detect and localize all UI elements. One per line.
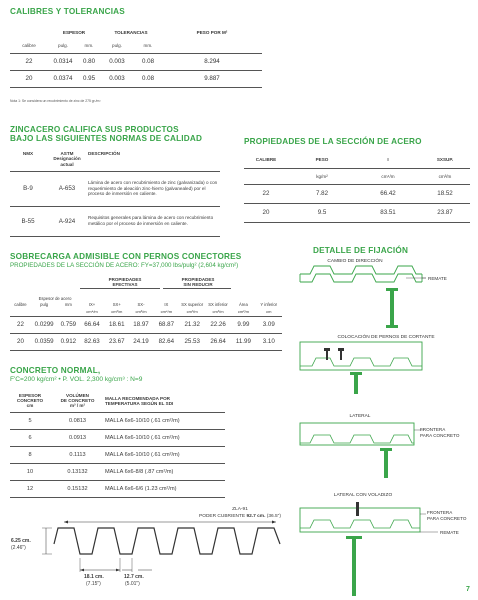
sobrecarga-cell: 24.19 <box>129 333 153 350</box>
peso-cell: 8.294 <box>162 53 262 70</box>
sobrecarga-unit: cm⁴/m <box>79 307 104 316</box>
unit-calibre: calibre <box>10 39 48 53</box>
concreto-cell: 0.13132 <box>50 463 105 480</box>
perfil-height: 6.25 cm. <box>11 538 31 544</box>
tol-pulg-cell: 0.003 <box>100 53 134 70</box>
concreto-volumen-header: VOLÚMEN DE CONCRETO m³ / m² <box>50 390 105 412</box>
sobrecarga-cell: 0.759 <box>57 316 79 333</box>
unit-mm-tol: mm. <box>134 39 162 53</box>
detalle-d2-title: COLOCACIÓN DE PERNOS DE CORTANTE <box>337 335 435 340</box>
sobrecarga-col-header: Y inferior <box>260 302 278 307</box>
concreto-subtitle: F'C=200 kg/cm² • P. VOL. 2,300 kg/cm³ : N=9 <box>10 376 143 383</box>
zincacero-title <box>10 125 202 143</box>
nmx-header: NMX <box>10 151 46 171</box>
prop-header-sxsup: SXSUP. <box>420 151 470 168</box>
astm-header: ASTM Designación actual <box>46 151 88 171</box>
d4-drawing <box>300 502 438 596</box>
concreto-row <box>10 446 225 463</box>
nmx-cell: B-55 <box>10 206 46 236</box>
descripcion-header: DESCRIPCIÓN <box>88 151 220 171</box>
sobrecarga-cell: 22.26 <box>205 316 231 333</box>
prop-cell: 23.87 <box>420 203 470 222</box>
sobrecarga-title: SOBRECARGA ADMISIBLE CON PERNOS CONECTORES <box>10 252 242 261</box>
pulg-cell: 0.0374 <box>48 70 78 87</box>
tol-mm-cell: 0.08 <box>134 53 162 70</box>
concreto-cell: 10 <box>10 463 50 480</box>
concreto-row <box>10 412 225 429</box>
calibres-title: CALIBRES Y TOLERANCIAS <box>10 7 125 16</box>
group-sin-reducir: PROPIEDADES SIN REDUCIR <box>181 277 215 287</box>
sobrecarga-cell: 20 <box>10 333 31 350</box>
unit-pulg: pulg. <box>48 39 78 53</box>
sobrecarga-unit: cm³/m <box>205 307 231 316</box>
calibres-note: Nota 1: Se considera un recubrimiento de zinc de 275 gr./m² <box>10 99 101 103</box>
d1-drawing <box>300 266 426 328</box>
prop-cell: 18.52 <box>420 184 470 203</box>
sobrecarga-cell: 23.67 <box>105 333 129 350</box>
detalle-title: DETALLE DE FIJACIÓN <box>313 246 409 255</box>
astm-cell: A-924 <box>46 206 88 236</box>
concreto-row <box>10 429 225 446</box>
sobrecarga-cell: 68.87 <box>153 316 179 333</box>
sobrecarga-cell: 26.64 <box>205 333 231 350</box>
sobrecarga-unit <box>10 307 31 316</box>
peso-header: PESO POR M² <box>196 29 228 35</box>
tol-pulg-cell: 0.003 <box>100 70 134 87</box>
propiedades-table <box>244 151 470 223</box>
detalle-d3-title: LATERAL <box>349 414 371 419</box>
perfil-model: ZLA-91 <box>232 507 248 512</box>
perfil-drawing <box>0 500 290 600</box>
concreto-cell: MALLA 6x6-10/10 (.61 cm²/m) <box>105 412 225 429</box>
tolerancias-header: TOLERANCIAS <box>114 29 148 35</box>
espesor-header: ESPESOR <box>62 29 86 35</box>
detalle-d3-label: FRONTERA PARA CONCRETO <box>420 427 460 438</box>
prop-header-calibre: CALIBRE <box>244 151 288 168</box>
sobrecarga-unit: cm³/m <box>180 307 205 316</box>
detalle-d4-title: LATERAL CON VOLADIZO <box>333 493 393 498</box>
group-rule-1 <box>80 288 160 289</box>
cubriente-value: 92.7 cm. <box>246 514 266 519</box>
zincacero-title-line1: ZINCACERO CALIFICA SUS PRODUCTOS <box>10 125 179 134</box>
sobrecarga-cell: 11.99 <box>231 333 255 350</box>
desc-cell: Lámina de acero con recubrimiento de zinc (galvanizada) o con requerimiento de aleación zinc-hierro (galvanealed) por el proceso de inmersión en caliente. <box>88 171 220 206</box>
concreto-cell: 0.1113 <box>50 446 105 463</box>
sobrecarga-cell: 82.63 <box>79 333 104 350</box>
d2-drawing <box>300 342 422 394</box>
d3-drawing <box>300 423 424 478</box>
detalle-d4-label: FRONTERA PARA CONCRETO <box>427 510 467 521</box>
perfil-cubriente: PODER CUBRIENTE 92.7 cm. (36.5") <box>199 514 281 519</box>
prop-cell: 66.42 <box>356 184 420 203</box>
detalle-d1-label: REMATE <box>428 276 447 281</box>
sobrecarga-cell: 0.912 <box>57 333 79 350</box>
prop-cell: 83.51 <box>356 203 420 222</box>
sobrecarga-col-header: pulg <box>40 302 49 307</box>
mm-cell: 0.80 <box>78 53 100 70</box>
calibre-cell: 20 <box>10 70 48 87</box>
sobrecarga-cell: 18.97 <box>129 316 153 333</box>
detalle-d4-label-remate: REMATE <box>440 530 459 535</box>
calibres-table <box>10 25 262 88</box>
sobrecarga-unit: cm²/m <box>231 307 255 316</box>
concreto-cell: 0.0813 <box>50 412 105 429</box>
sobrecarga-table <box>10 293 282 351</box>
page-number: 7 <box>466 586 470 593</box>
tol-mm-cell: 0.08 <box>134 70 162 87</box>
sobrecarga-col-header: calibre <box>14 302 27 307</box>
prop-unit-peso: kg/m² <box>288 168 356 184</box>
detalle-drawings <box>294 258 474 598</box>
prop-cell: 9.5 <box>288 203 356 222</box>
mm-cell: 0.95 <box>78 70 100 87</box>
sobrecarga-subtitle: PROPIEDADES DE LA SECCIÓN DE ACERO: FY=37,000 lbs/pulg² (2,604 kg/cm²) <box>10 262 239 269</box>
concreto-cell: 8 <box>10 446 50 463</box>
espesor-acero-label: Espesor de acero <box>38 296 72 301</box>
prop-cell: 7.82 <box>288 184 356 203</box>
sobrecarga-cell: 9.99 <box>231 316 255 333</box>
concreto-cell: 0.15132 <box>50 480 105 497</box>
concreto-title: CONCRETO NORMAL, <box>10 366 101 375</box>
sobrecarga-col-header: IX <box>164 302 169 307</box>
group-rule-2 <box>163 288 231 289</box>
concreto-cell: MALLA 6x6-10/10 (.61 cm²/m) <box>105 429 225 446</box>
prop-cell: 20 <box>244 203 288 222</box>
concreto-espesor-header: ESPESOR CONCRETO cm <box>10 390 50 412</box>
astm-cell: A-653 <box>46 171 88 206</box>
sobrecarga-cell: 25.53 <box>180 333 205 350</box>
prop-header-peso: PESO <box>288 151 356 168</box>
sobrecarga-cell: 0.0359 <box>31 333 57 350</box>
concreto-cell: MALLA 6x6-8/8 (.87 cm²/m) <box>105 463 225 480</box>
sobrecarga-col-header: SX inferior <box>208 302 228 307</box>
sobrecarga-cell: 22 <box>10 316 31 333</box>
normas-table <box>10 151 220 237</box>
sobrecarga-unit: cm³/m <box>105 307 129 316</box>
sobrecarga-unit <box>31 307 57 316</box>
concreto-cell: MALLA 6x6-10/10 (.61 cm²/m) <box>105 446 225 463</box>
unit-mm: mm. <box>78 39 100 53</box>
sobrecarga-col-header: Área <box>238 302 248 307</box>
sobrecarga-col-header: IX+ <box>88 302 96 307</box>
group-efectivas: PROPIEDADES EFECTIVAS <box>108 277 142 287</box>
concreto-cell: 5 <box>10 412 50 429</box>
detalle-d1-title: CAMBIO DE DIRECCIÓN <box>327 259 383 264</box>
nmx-cell: B-9 <box>10 171 46 206</box>
sobrecarga-col-header: SX superior <box>181 302 204 307</box>
unit-pulg-tol: pulg. <box>100 39 134 53</box>
sobrecarga-cell: 21.32 <box>180 316 205 333</box>
pulg-cell: 0.0314 <box>48 53 78 70</box>
sobrecarga-cell: 3.10 <box>255 333 282 350</box>
prop-header-i: I <box>356 151 420 168</box>
sobrecarga-col-header: mm <box>64 302 72 307</box>
desc-cell: Requisitos generales para lámina de acero con recubrimiento metálico por el proceso de inmersión en caliente. <box>88 206 220 236</box>
perfil-pitch-in: (7.15") <box>86 581 101 587</box>
sobrecarga-unit <box>57 307 79 316</box>
sobrecarga-unit: cm <box>255 307 282 316</box>
peso-cell: 9.887 <box>162 70 262 87</box>
sobrecarga-unit: cm⁴/m <box>153 307 179 316</box>
concreto-cell: 6 <box>10 429 50 446</box>
zincacero-title-line2: BAJO LAS SIGUIENTES NORMAS DE CALIDAD <box>10 134 203 143</box>
perfil-rib-in: (5.01") <box>125 581 140 587</box>
prop-unit-sxsup: cm³/m <box>420 168 470 184</box>
propiedades-title: PROPIEDADES DE LA SECCIÓN DE ACERO <box>244 137 422 146</box>
concreto-row <box>10 480 225 497</box>
calibre-cell: 22 <box>10 53 48 70</box>
sobrecarga-cell: 3.09 <box>255 316 282 333</box>
prop-unit-i: cm⁴/m <box>356 168 420 184</box>
concreto-row <box>10 463 225 480</box>
sobrecarga-col-header: SX- <box>137 302 145 307</box>
concreto-cell: 12 <box>10 480 50 497</box>
perfil-pitch: 18.1 cm. <box>84 574 104 580</box>
concreto-malla-header: MALLA RECOMENDADA POR TEMPERATURA SEGÚN EL SDI <box>105 390 225 412</box>
sobrecarga-cell: 82.64 <box>153 333 179 350</box>
sobrecarga-cell: 66.64 <box>79 316 104 333</box>
perfil-height-in: (2.46") <box>11 545 26 551</box>
sobrecarga-cell: 18.61 <box>105 316 129 333</box>
sobrecarga-cell: 0.0299 <box>31 316 57 333</box>
sobrecarga-col-header: SX+ <box>112 302 121 307</box>
concreto-cell: MALLA 6x6-6/6 (1.23 cm²/m) <box>105 480 225 497</box>
perfil-rib: 12.7 cm. <box>124 574 144 580</box>
prop-cell: 22 <box>244 184 288 203</box>
concreto-table <box>10 390 225 498</box>
sobrecarga-unit: cm³/m <box>129 307 153 316</box>
concreto-cell: 0.0913 <box>50 429 105 446</box>
